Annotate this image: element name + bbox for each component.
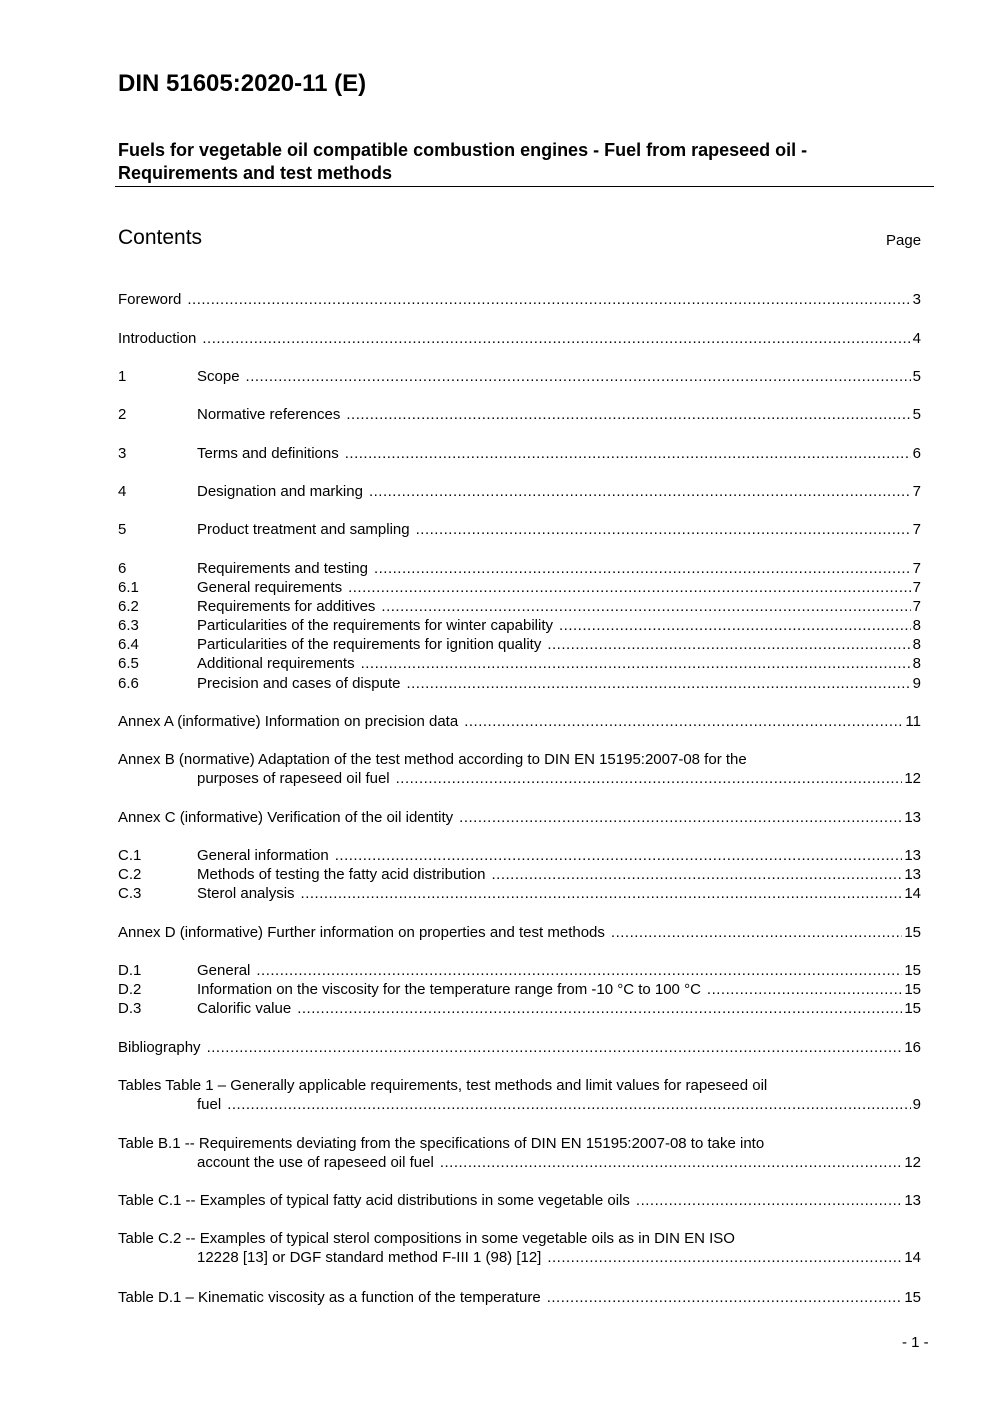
toc-dot-leader xyxy=(559,616,911,636)
toc-entry-number: C.3 xyxy=(118,885,142,902)
toc-entry[interactable] xyxy=(118,654,921,674)
toc-entry[interactable] xyxy=(118,290,921,310)
document-title-line-1: Fuels for vegetable oil compatible combustion engines - Fuel from rapeseed oil - xyxy=(118,140,808,160)
toc-entry-title: Product treatment and sampling xyxy=(197,521,410,538)
toc-entry-page: 6 xyxy=(912,445,921,462)
toc-dot-leader xyxy=(547,1248,902,1268)
toc-entry-page: 12 xyxy=(904,770,921,787)
toc-entry-page: 15 xyxy=(904,924,921,941)
toc-entry-page: 13 xyxy=(904,1192,921,1209)
toc-dot-leader xyxy=(202,329,910,349)
toc-entry-line xyxy=(197,865,921,885)
toc-entry[interactable] xyxy=(118,1288,921,1308)
toc-entry-page: 13 xyxy=(904,809,921,826)
toc-dot-leader xyxy=(207,1038,903,1058)
toc-dot-leader xyxy=(416,520,911,540)
toc-entry-page: 11 xyxy=(905,713,921,730)
toc-entry-page: 5 xyxy=(912,368,921,385)
toc-entry[interactable] xyxy=(118,865,921,885)
toc-entry-title: Table C.2 -- Examples of typical sterol compositions in some vegetable oils as in DIN EN ISO xyxy=(118,1230,735,1247)
toc-entry-line xyxy=(197,980,921,1000)
toc-entry[interactable] xyxy=(118,1191,921,1211)
toc-dot-leader xyxy=(707,980,902,1000)
toc-entry-page: 5 xyxy=(912,406,921,423)
toc-dot-leader xyxy=(440,1153,902,1173)
toc-entry[interactable] xyxy=(118,597,921,617)
toc-entry-page: 7 xyxy=(912,579,921,596)
toc-entry-line xyxy=(197,999,921,1019)
toc-entry-page: 3 xyxy=(912,291,921,308)
toc-entry-title: Annex D (informative) Further information on properties and test methods xyxy=(118,924,605,941)
toc-entry-line xyxy=(118,329,921,349)
toc-entry-line xyxy=(197,846,921,866)
toc-entry-title: Annex A (informative) Information on precision data xyxy=(118,713,459,730)
toc-entry-line xyxy=(197,961,921,981)
toc-entry-line xyxy=(118,712,921,732)
toc-entry[interactable] xyxy=(118,1076,921,1096)
toc-entry[interactable] xyxy=(118,999,921,1019)
toc-entry-number: 1 xyxy=(118,368,127,385)
toc-entry-line xyxy=(118,1229,921,1249)
toc-entry-title-continued: 12228 [13] or DGF standard method F-III 1 (98) [12] xyxy=(197,1249,542,1266)
toc-entry-title: General information xyxy=(197,847,329,864)
toc-entry-page: 14 xyxy=(904,1249,921,1266)
toc-entry-line xyxy=(197,520,921,540)
toc-entry-title: Precision and cases of dispute xyxy=(197,675,401,692)
toc-entry-number: 6.4 xyxy=(118,636,139,653)
toc-entry-number: 6.1 xyxy=(118,579,139,596)
toc-entry-title: Particularities of the requirements for ignition quality xyxy=(197,636,542,653)
toc-entry-line xyxy=(118,923,921,943)
toc-entry-title: Foreword xyxy=(118,291,182,308)
toc-entry-number: 6 xyxy=(118,560,127,577)
toc-entry-title: Table C.1 -- Examples of typical fatty acid distributions in some vegetable oils xyxy=(118,1192,630,1209)
toc-entry-title: Annex B (normative) Adaptation of the test method according to DIN EN 15195:2007-08 for the xyxy=(118,751,747,768)
toc-entry[interactable] xyxy=(118,578,921,598)
toc-entry-page: 15 xyxy=(904,1000,921,1017)
toc-entry[interactable] xyxy=(118,405,921,425)
toc-entry[interactable] xyxy=(118,808,921,828)
toc-entry-title: Terms and definitions xyxy=(197,445,339,462)
toc-entry[interactable] xyxy=(118,329,921,349)
toc-entry-page: 13 xyxy=(904,847,921,864)
toc-entry-title: Tables Table 1 – Generally applicable requirements, test methods and limit values for rapeseed oil xyxy=(118,1077,768,1094)
toc-dot-leader xyxy=(396,769,903,789)
toc-dot-leader xyxy=(406,674,910,694)
toc-entry-title: Calorific value xyxy=(197,1000,292,1017)
toc-entry-continuation[interactable] xyxy=(118,1153,921,1173)
toc-dot-leader xyxy=(348,578,911,598)
toc-entry-number: 6.3 xyxy=(118,617,139,634)
toc-entry-title-continued: account the use of rapeseed oil fuel xyxy=(197,1154,434,1171)
toc-entry[interactable] xyxy=(118,1229,921,1249)
toc-entry-line xyxy=(197,405,921,425)
toc-dot-leader xyxy=(492,865,903,885)
toc-dot-leader xyxy=(297,999,902,1019)
toc-entry-number: C.1 xyxy=(118,847,142,864)
toc-entry[interactable] xyxy=(118,1134,921,1154)
toc-entry-page: 15 xyxy=(904,981,921,998)
toc-dot-leader xyxy=(369,482,911,502)
toc-entry[interactable] xyxy=(118,635,921,655)
toc-entry-number: 2 xyxy=(118,406,127,423)
toc-entry-page: 8 xyxy=(912,655,921,672)
toc-entry[interactable] xyxy=(118,980,921,1000)
toc-entry-line xyxy=(197,578,921,598)
toc-entry[interactable] xyxy=(118,712,921,732)
toc-entry[interactable] xyxy=(118,559,921,579)
toc-entry-line xyxy=(197,635,921,655)
toc-entry-line xyxy=(197,559,921,579)
toc-entry-line xyxy=(197,444,921,464)
toc-entry-line xyxy=(118,808,921,828)
toc-entry-title: Particularities of the requirements for winter capability xyxy=(197,617,553,634)
toc-entry[interactable] xyxy=(118,884,921,904)
toc-entry-line xyxy=(118,290,921,310)
toc-entry-line xyxy=(197,1153,921,1173)
toc-entry-line xyxy=(197,482,921,502)
toc-entry[interactable] xyxy=(118,674,921,694)
toc-entry-number: C.2 xyxy=(118,866,142,883)
toc-entry-line xyxy=(197,674,921,694)
toc-entry-line xyxy=(118,1076,921,1096)
toc-dot-leader xyxy=(611,923,902,943)
toc-entry-number: 3 xyxy=(118,445,127,462)
toc-entry-title: Annex C (informative) Verification of the oil identity xyxy=(118,809,454,826)
toc-dot-leader xyxy=(335,846,903,866)
toc-entry-continuation[interactable] xyxy=(118,1095,921,1115)
toc-entry-title: Bibliography xyxy=(118,1039,201,1056)
toc-entry-number: D.3 xyxy=(118,1000,142,1017)
toc-entry-line xyxy=(197,1248,921,1268)
toc-entry-number: 6.5 xyxy=(118,655,139,672)
toc-entry-continuation[interactable] xyxy=(118,1248,921,1268)
toc-entry-title: General requirements xyxy=(197,579,343,596)
toc-entry-line xyxy=(197,367,921,387)
toc-dot-leader xyxy=(459,808,902,828)
toc-entry-title: General xyxy=(197,962,251,979)
toc-entry-title-continued: purposes of rapeseed oil fuel xyxy=(197,770,390,787)
toc-entry-line xyxy=(197,769,921,789)
toc-entry-page: 9 xyxy=(912,675,921,692)
toc-entry[interactable] xyxy=(118,367,921,387)
document-title xyxy=(118,139,928,185)
toc-dot-leader xyxy=(256,961,902,981)
toc-entry-line xyxy=(197,1095,921,1115)
toc-entry-page: 7 xyxy=(912,560,921,577)
toc-entry-line xyxy=(118,1191,921,1211)
toc-entry-page: 9 xyxy=(912,1096,921,1113)
toc-dot-leader xyxy=(227,1095,910,1115)
toc-entry-page: 15 xyxy=(904,1289,921,1306)
toc-entry-line xyxy=(118,1038,921,1058)
toc-entry-line xyxy=(197,616,921,636)
toc-entry-title: Sterol analysis xyxy=(197,885,295,902)
toc-entry[interactable] xyxy=(118,961,921,981)
toc-dot-leader xyxy=(246,367,911,387)
toc-dot-leader xyxy=(464,712,903,732)
toc-entry-number: 6.2 xyxy=(118,598,139,615)
toc-entry-page: 4 xyxy=(912,330,921,347)
toc-entry[interactable] xyxy=(118,520,921,540)
toc-dot-leader xyxy=(381,597,910,617)
toc-entry-line xyxy=(118,1134,921,1154)
toc-entry-line xyxy=(118,750,921,770)
toc-dot-leader xyxy=(361,654,911,674)
toc-entry-number: D.2 xyxy=(118,981,142,998)
document-title-line-2: Requirements and test methods xyxy=(118,163,393,183)
page-column-label: Page xyxy=(886,232,922,249)
toc-entry-page: 12 xyxy=(904,1154,921,1171)
toc-entry[interactable] xyxy=(118,482,921,502)
toc-entry-title: Normative references xyxy=(197,406,341,423)
toc-entry-line xyxy=(197,597,921,617)
toc-entry-line xyxy=(197,654,921,674)
toc-entry-page: 8 xyxy=(912,617,921,634)
page-number: - 1 - xyxy=(902,1334,929,1351)
toc-dot-leader xyxy=(346,405,910,425)
toc-entry-title: Requirements for additives xyxy=(197,598,376,615)
toc-entry[interactable] xyxy=(118,846,921,866)
toc-entry-page: 7 xyxy=(912,483,921,500)
toc-entry-title: Methods of testing the fatty acid distribution xyxy=(197,866,486,883)
toc-entry-page: 13 xyxy=(904,866,921,883)
toc-entry[interactable] xyxy=(118,750,921,770)
toc-entry-page: 8 xyxy=(912,636,921,653)
toc-entry-title: Designation and marking xyxy=(197,483,363,500)
toc-entry-page: 15 xyxy=(904,962,921,979)
toc-entry-number: 5 xyxy=(118,521,127,538)
toc-entry-page: 14 xyxy=(904,885,921,902)
toc-dot-leader xyxy=(374,559,911,579)
toc-entry[interactable] xyxy=(118,616,921,636)
toc-entry-page: 7 xyxy=(912,521,921,538)
toc-dot-leader xyxy=(345,444,911,464)
toc-entry-line xyxy=(197,884,921,904)
contents-heading: Contents xyxy=(118,226,203,249)
toc-dot-leader xyxy=(187,290,910,310)
toc-entry-page: 16 xyxy=(904,1039,921,1056)
toc-entry-title: Introduction xyxy=(118,330,197,347)
toc-entry-number: 4 xyxy=(118,483,127,500)
standard-number: DIN 51605:2020-11 (E) xyxy=(118,70,367,97)
toc-dot-leader xyxy=(547,1288,903,1308)
toc-entry-title: Information on the viscosity for the temperature range from -10 °C to 100 °C xyxy=(197,981,701,998)
toc-entry-title: Requirements and testing xyxy=(197,560,368,577)
toc-entry-title: Scope xyxy=(197,368,240,385)
toc-entry-page: 7 xyxy=(912,598,921,615)
toc-entry-line xyxy=(118,1288,921,1308)
title-rule xyxy=(115,186,934,187)
toc-entry-number: D.1 xyxy=(118,962,142,979)
toc-entry-title: Additional requirements xyxy=(197,655,355,672)
toc-entry[interactable] xyxy=(118,923,921,943)
toc-entry[interactable] xyxy=(118,1038,921,1058)
toc-entry-continuation[interactable] xyxy=(118,769,921,789)
toc-dot-leader xyxy=(547,635,910,655)
toc-entry-title-continued: fuel xyxy=(197,1096,222,1113)
toc-dot-leader xyxy=(636,1191,902,1211)
toc-entry[interactable] xyxy=(118,444,921,464)
toc-dot-leader xyxy=(301,884,903,904)
toc-entry-number: 6.6 xyxy=(118,675,139,692)
toc-entry-title: Table D.1 – Kinematic viscosity as a function of the temperature xyxy=(118,1289,541,1306)
toc-entry-title: Table B.1 -- Requirements deviating from the specifications of DIN EN 15195:2007-08 to take into xyxy=(118,1135,765,1152)
